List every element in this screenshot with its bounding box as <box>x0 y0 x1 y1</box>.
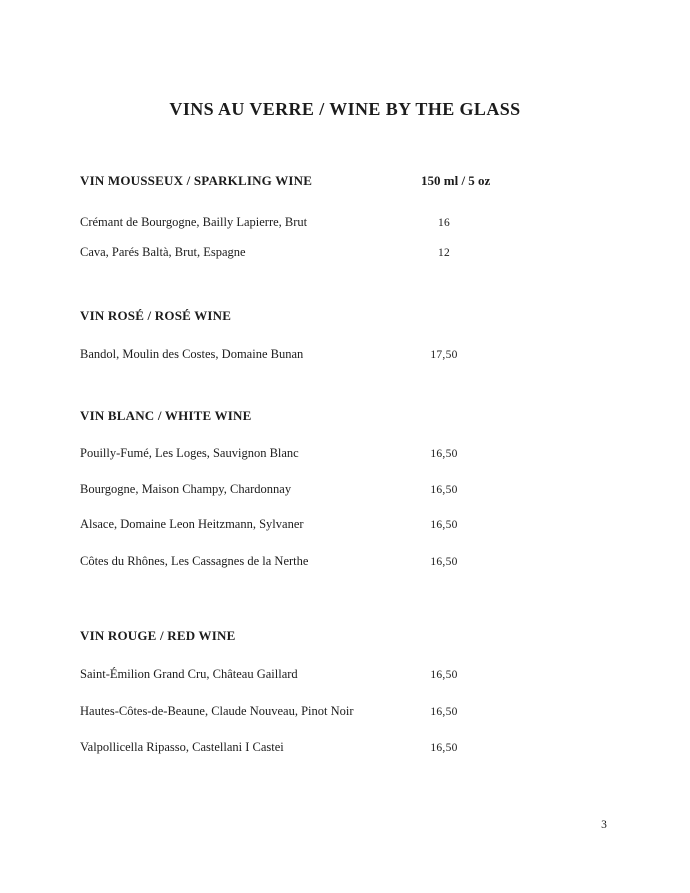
page-title: VINS AU VERRE / WINE BY THE GLASS <box>169 99 521 119</box>
page-number: 3 <box>601 819 607 831</box>
wine-price: 16,50 <box>430 706 458 718</box>
wine-item-row <box>80 666 670 683</box>
section-heading-white: VIN BLANC / WHITE WINE <box>80 408 252 423</box>
section-heading-sparkling: VIN MOUSSEUX / SPARKLING WINE <box>80 173 313 188</box>
wine-price: 16,50 <box>430 448 458 460</box>
wine-item-row <box>80 516 670 533</box>
wine-name: Côtes du Rhônes, Les Cassagnes de la Nerthe <box>80 554 309 568</box>
wine-item-row <box>80 244 670 261</box>
wine-name: Bourgogne, Maison Champy, Chardonnay <box>80 482 292 496</box>
wine-price: 16,50 <box>430 556 458 568</box>
section-heading-red: VIN ROUGE / RED WINE <box>80 628 236 643</box>
wine-item-row <box>80 703 670 720</box>
serving-size-header: 150 ml / 5 oz <box>421 173 491 188</box>
wine-price: 16,50 <box>430 669 458 681</box>
wine-price: 17,50 <box>430 349 458 361</box>
wine-item-row <box>80 481 670 498</box>
wine-name: Hautes-Côtes-de-Beaune, Claude Nouveau, Pinot Noir <box>80 704 354 718</box>
wine-item-row <box>80 739 670 756</box>
wine-name: Saint-Émilion Grand Cru, Château Gaillard <box>80 667 298 681</box>
wine-item-row <box>80 214 670 231</box>
section-header-row <box>80 173 670 190</box>
wine-name: Bandol, Moulin des Costes, Domaine Bunan <box>80 347 304 361</box>
wine-price: 16,50 <box>430 742 458 754</box>
section-header-row <box>80 308 670 325</box>
wine-name: Cava, Parés Baltà, Brut, Espagne <box>80 245 246 259</box>
wine-name: Crémant de Bourgogne, Bailly Lapierre, Brut <box>80 215 308 229</box>
wine-price: 16 <box>437 217 451 229</box>
wine-price: 12 <box>437 247 451 259</box>
wine-item-row <box>80 346 670 363</box>
wine-name: Pouilly-Fumé, Les Loges, Sauvignon Blanc <box>80 446 299 460</box>
section-header-row <box>80 628 670 645</box>
wine-name: Valpollicella Ripasso, Castellani I Castei <box>80 740 284 754</box>
wine-name: Alsace, Domaine Leon Heitzmann, Sylvaner <box>80 517 304 531</box>
section-heading-rose: VIN ROSÉ / ROSÉ WINE <box>80 308 232 323</box>
wine-price: 16,50 <box>430 484 458 496</box>
wine-item-row <box>80 445 670 462</box>
wine-item-row <box>80 553 670 570</box>
wine-price: 16,50 <box>430 519 458 531</box>
section-header-row <box>80 408 670 425</box>
